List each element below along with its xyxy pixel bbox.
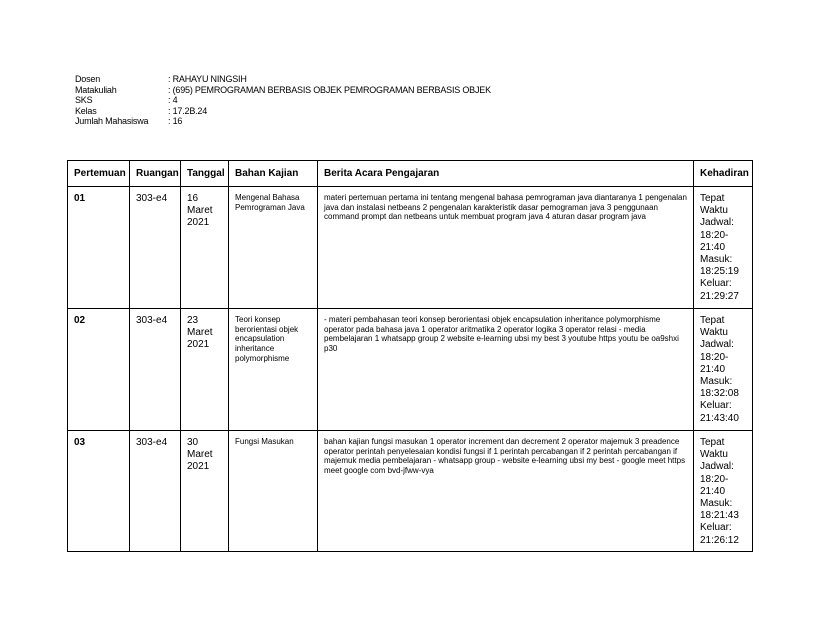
info-row-sks [75,95,491,106]
table-header-row [68,161,753,187]
cell-tanggal: 23 Maret 2021 [181,309,229,431]
header-kehadiran: Kehadiran [694,161,753,187]
cell-berita-acara: - materi pembahasan teori konsep berorientasi objek encapsulation inheritance polymorphisme operator pada bahasa java 1 operator aritmatika 2 operator logika 3 operator relasi - media pembelajaran 1 whatsapp group 2 website e-learning ubsi my best 3 youtube https youtu be oa9shxi p30 [318,309,694,431]
info-label: SKS [75,95,93,105]
cell-pertemuan: 01 [68,187,130,309]
cell-pertemuan: 02 [68,309,130,431]
header-ruangan: Ruangan [130,161,181,187]
attendance-table [67,160,753,552]
info-row-matakuliah [75,85,491,96]
cell-tanggal: 30 Maret 2021 [181,431,229,552]
table-row [68,187,753,309]
cell-kehadiran: Tepat Waktu Jadwal: 18:20-21:40 Masuk: 18:25:19 Keluar: 21:29:27 [694,187,753,309]
cell-pertemuan: 03 [68,431,130,552]
info-label: Jumlah Mahasiswa [75,116,149,126]
cell-bahan-kajian: Mengenal Bahasa Pemrograman Java [229,187,318,309]
cell-ruangan: 303-e4 [130,187,181,309]
info-value: : (695) PEMROGRAMAN BERBASIS OBJEK PEMROGRAMAN BERBASIS OBJEK [168,84,491,95]
cell-kehadiran: Tepat Waktu Jadwal: 18:20-21:40 Masuk: 18:32:08 Keluar: 21:43:40 [694,309,753,431]
info-value: : 17.2B.24 [168,105,208,116]
header-tanggal: Tanggal [181,161,229,187]
cell-ruangan: 303-e4 [130,431,181,552]
info-label: Matakuliah [75,84,117,95]
cell-bahan-kajian: Teori konsep berorientasi objek encapsulation inheritance polymorphisme [229,309,318,431]
cell-bahan-kajian: Fungsi Masukan [229,431,318,552]
header-pertemuan: Pertemuan [68,161,130,187]
cell-tanggal: 16 Maret 2021 [181,187,229,309]
info-label: Kelas [75,105,97,116]
info-row-dosen [75,74,491,85]
info-row-kelas [75,106,491,117]
cell-berita-acara: materi pertemuan pertama ini tentang mengenal bahasa pemrograman java diantaranya 1 pengenalan java dan instalasi netbeans 2 pengenalan karakteristik dasar pemograman java 3 penggunaan command prompt dan netbeans untuk membuat program java 4 aturan dasar program java [318,187,694,309]
info-value: : RAHAYU NINGSIH [168,74,247,84]
header-berita-acara: Berita Acara Pengajaran [318,161,694,187]
info-value: : 4 [168,95,178,105]
info-row-jumlah-mahasiswa [75,116,491,127]
cell-berita-acara: bahan kajian fungsi masukan 1 operator increment dan decrement 2 operator majemuk 3 preadence operator perintah penyelesaian kondisi fungsi if 1 perintah percabangan if 2 perintah percabangan if majemuk media pembelajaran - whatsapp group - website e-learning ubsi my best - google meet https meet google com bvd-jfww-vya [318,431,694,552]
info-value: : 16 [168,116,183,126]
cell-kehadiran: Tepat Waktu Jadwal: 18:20-21:40 Masuk: 18:21:43 Keluar: 21:26:12 [694,431,753,552]
table-row [68,309,753,431]
cell-ruangan: 303-e4 [130,309,181,431]
info-label: Dosen [75,74,101,84]
header-bahan-kajian: Bahan Kajian [229,161,318,187]
course-info [75,74,491,127]
table-row [68,431,753,552]
